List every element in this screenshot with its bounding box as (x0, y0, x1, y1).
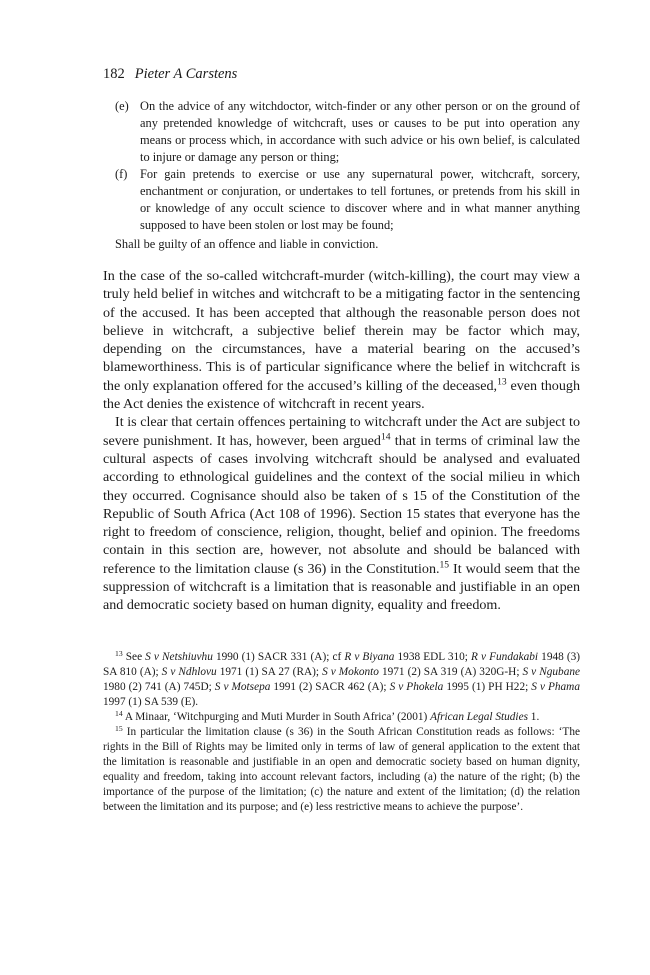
paragraph (103, 267, 580, 413)
footnote-number: 15 (115, 723, 123, 733)
footnote-text: 1948 (3) SA 810 (A); (103, 650, 581, 678)
footnote-text: 1991 (2) SACR 462 (A); (270, 680, 390, 693)
quote-item-text: For gain pretends to exercise or use any supernatural power, witchcraft, sorcery, enchantment or conjuration, or undertakes to tell fortunes, or pretends from his skill in or knowledge of any occult science to discover where and in what manner anything supposed to have been stolen or lost may be found; (140, 167, 580, 232)
quote-item-e (115, 98, 580, 166)
footnote-text: 1980 (2) 741 (A) 745D; (103, 680, 215, 693)
body-text (103, 267, 580, 615)
footnote-13 (103, 650, 580, 710)
footnote-text: 1. (527, 710, 540, 723)
footnote-ref-13[interactable]: 13 (497, 376, 507, 388)
running-head-author: Pieter A Carstens (134, 66, 238, 82)
footnote-text: 1995 (1) PH H22; (443, 680, 532, 693)
quote-item-f (115, 166, 580, 234)
quote-closing: Shall be guilty of an offence and liable in conviction. (115, 237, 379, 251)
case-name: S v Phokela (389, 680, 444, 693)
footnote-ref-14[interactable]: 14 (380, 431, 391, 443)
footnote-15 (103, 725, 580, 815)
footnote-text: A Minaar, ‘Witchpurging and Muti Murder in South Africa’ (2001) (122, 710, 431, 723)
paragraph (103, 413, 580, 614)
running-head (103, 66, 580, 83)
footnote-number: 14 (115, 708, 123, 718)
paragraph-text: It would seem that the suppression of witchcraft is a limitation that is reasonable and justifiable in an open and democratic society based on human dignity, equality and freedom. (103, 560, 580, 614)
statute-quote (115, 98, 580, 253)
quote-item-text: On the advice of any witchdoctor, witch-finder or any other person or on the ground of any pretended knowledge of witchcraft, uses or causes to be put into operation any means or process which, in accordance with such advice or his own belief, is calculated to injure or damage any person or thing; (140, 99, 580, 164)
paragraph-text: even though the Act denies the existence of witchcraft in recent years. (103, 377, 580, 413)
footnotes (103, 650, 580, 815)
paragraph-text: In the case of the so-called witchcraft-murder (witch-killing), the court may view a truly held belief in witches and witchcraft to be a mitigating factor in the sentencing of the accused. It has been accepted that although the reasonable person does not believe in witchcraft, a subjective belief therein may be factor which may, depending on the circumstances, have a material bearing on the accused’s blameworthiness. This is of particular significance where the belief in witchcraft is the only explanation offered for the accused’s killing of the deceased, (103, 268, 580, 394)
footnote-number: 13 (115, 648, 123, 658)
footnote-text: See (125, 650, 146, 663)
journal-title: African Legal Studies (430, 710, 528, 723)
page (103, 66, 580, 815)
paragraph-text: that in terms of criminal law the cultural aspects of cases involving witchcraft should be analysed and evaluated according to ethnological guidelines and the context of the social milieu in which they occurred. Cognisance should also be taken of s 15 of the Constitution of the Republic of South Africa (Act 108 of 1996). Section 15 states that everyone has the right to freedom of conscience, religion, thought, belief and opinion. The freedoms contain in this section are, however, not absolute and should be balanced with reference to the limitation clause (s 36) in the Constitution. (103, 432, 580, 577)
footnote-text: 1938 EDL 310; (394, 650, 472, 663)
case-name: S v Ngubane (522, 665, 581, 678)
case-name: S v Netshiuvhu (145, 650, 213, 663)
case-name: S v Motsepa (214, 680, 271, 693)
footnote-text: In particular the limitation clause (s 36) in the South African Constitution reads as follows: ‘The rights in the Bill of Rights may be limited only in terms of law of general application to the extent that the limitation is reasonable and justifiable in an open and democratic society based on human dignity, equality and freedom, taking into account relevant factors, including (a) the nature of the right; (b) the importance of the purpose of the limitation; (c) the nature and extent of the limitation; (d) the relation between the limitation and its purpose; and (e) less restrictive means to achieve the purpose’. (103, 725, 580, 813)
page-number: 182 (103, 66, 125, 82)
quote-item-label: (e) (115, 99, 129, 113)
footnote-14 (103, 710, 580, 725)
footnote-text: 1971 (2) SA 319 (A) 320G-H; (378, 665, 523, 678)
case-name: R v Fundakabi (471, 650, 539, 663)
case-name: S v Phama (531, 680, 580, 693)
footnote-text: 1990 (1) SACR 331 (A); cf (212, 650, 345, 663)
footnote-text: 1997 (1) SA 539 (E). (103, 695, 199, 708)
footnote-text: 1971 (1) SA 27 (RA); (216, 665, 323, 678)
footnote-ref-15[interactable]: 15 (439, 559, 450, 571)
paragraph-text: It is clear that certain offences pertaining to witchcraft under the Act are subject to severe punishment. It has, however, been argued (103, 414, 580, 449)
quote-item-label: (f) (115, 167, 128, 181)
case-name: S v Ndhlovu (161, 665, 217, 678)
case-name: R v Biyana (344, 650, 395, 663)
case-name: S v Mokonto (322, 665, 379, 678)
